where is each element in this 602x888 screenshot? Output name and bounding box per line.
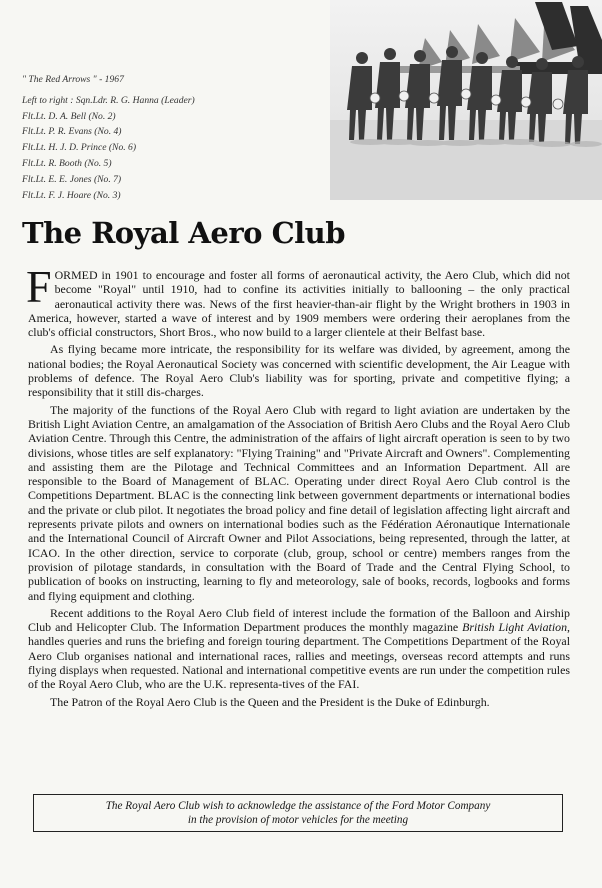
article-paragraph bbox=[26, 261, 570, 340]
acknowledgement-line: The Royal Aero Club wish to acknowledge the assistance of the Ford Motor Company bbox=[105, 800, 491, 812]
article-paragraph bbox=[28, 606, 570, 692]
drop-cap: F bbox=[26, 261, 52, 312]
caption-pilot: Flt.Lt. P. R. Evans (No. 4) bbox=[22, 126, 122, 138]
caption-heading: " The Red Arrows " - 1967 bbox=[22, 74, 124, 85]
photo-caption bbox=[22, 72, 322, 203]
red-arrows-photo bbox=[330, 0, 602, 200]
article-title: The Royal Aero Club bbox=[22, 216, 346, 250]
red-arrows-photo-image bbox=[330, 0, 602, 200]
caption-pilot: Flt.Lt. F. J. Hoare (No. 3) bbox=[22, 189, 121, 201]
caption-pilot: Flt.Lt. H. J. D. Prince (No. 6) bbox=[22, 142, 137, 154]
acknowledgement-box bbox=[33, 794, 563, 832]
acknowledgement-line: in the provision of motor vehicles for the meeting bbox=[187, 814, 409, 826]
magazine-title: British Light Aviation bbox=[462, 620, 568, 635]
caption-pilot: Flt.Lt. E. E. Jones (No. 7) bbox=[22, 173, 122, 185]
article-body bbox=[26, 261, 570, 712]
paragraph-text: , handles queries and runs the briefing and foreign touring department. The Competitions Department of the Royal Aero Club organises national and international races, rallies and meetings, overseas record attempts and runs flying displays when requested. National and international competitive events are run under the competition rules of the Royal Aero Club, who are the U.K. representa-tives of the FAI. bbox=[28, 620, 570, 692]
article-paragraph: The majority of the functions of the Royal Aero Club with regard to light aviation are undertaken by the British Light Aviation Centre, an amalgamation of the Association of British Aero Clubs and the Royal Aero Club Aviation Centre. Through this Centre, the administration of the affairs of light aircraft operation is seen to by two divisions, whose titles are self explanatory: "Flying Training" and "Private Aircraft and Owners". Complementing and assisting them are the Pilotage and Technical Committees and an Information Department. All are responsible to the Board of Management of BLAC. Operating under direct Royal Aero Club control is the Competitions Department. BLAC is the connecting link between government departments or international bodies and the private or club pilot. It negotiates the broad policy and fine detail of legislation affecting light aircraft and represents private pilots and owners on international bodies such as the Fédération Aéronautique Internationale and the International Council of Aircraft Owner and Pilot Associations, being represented, through the latter, at ICAO. In the other direction, service to corporate (club, group, school or centre) members ranges from the provision of pilotage standards, in consultation with the Board of Trade and the Central Flying School, to publication of books on instructing, learning to fly and meteorology, sale of books, records, logbooks and forms and flying equipment and clothing. bbox=[28, 402, 570, 603]
article-paragraph: The Patron of the Royal Aero Club is the Queen and the President is the Duke of Edinburgh. bbox=[50, 694, 490, 709]
caption-pilot: Flt.Lt. D. A. Bell (No. 2) bbox=[22, 110, 116, 122]
paragraph-text: Recent additions to the Royal Aero Club field of interest include the formation of the Balloon and Airship Club and Helicopter Club. The Information Department produces the monthly magazine bbox=[28, 605, 570, 635]
caption-pilot: Flt.Lt. R. Booth (No. 5) bbox=[22, 157, 112, 169]
caption-intro: Left to right : Sqn.Ldr. R. G. Hanna (Leader) bbox=[22, 94, 195, 106]
article-paragraph: As flying became more intricate, the responsibility for its welfare was divided, by agreement, among the national bodies; the Royal Aeronautical Society was concerned with scientific development, the Air League with problems of defence. The Royal Aero Club's liability was for sporting, private and competitive flying; a responsibility that it still dis-charges. bbox=[28, 342, 570, 400]
paragraph-text: ORMED in 1901 to encourage and foster all forms of aeronautical activity, the Aero Club, which did not become "Royal" until 1910, had to confine its activities initially to ballooning – the only practical aeronautical activity there was. News of the first heavier-than-air flight by the Wright brothers in 1903 in America, however, started a wave of interest and by 1909 members were ordering their aeroplanes from the club's official constructors, Short Bros., who now build to a larger clientele at their Belfast base. bbox=[28, 268, 570, 340]
